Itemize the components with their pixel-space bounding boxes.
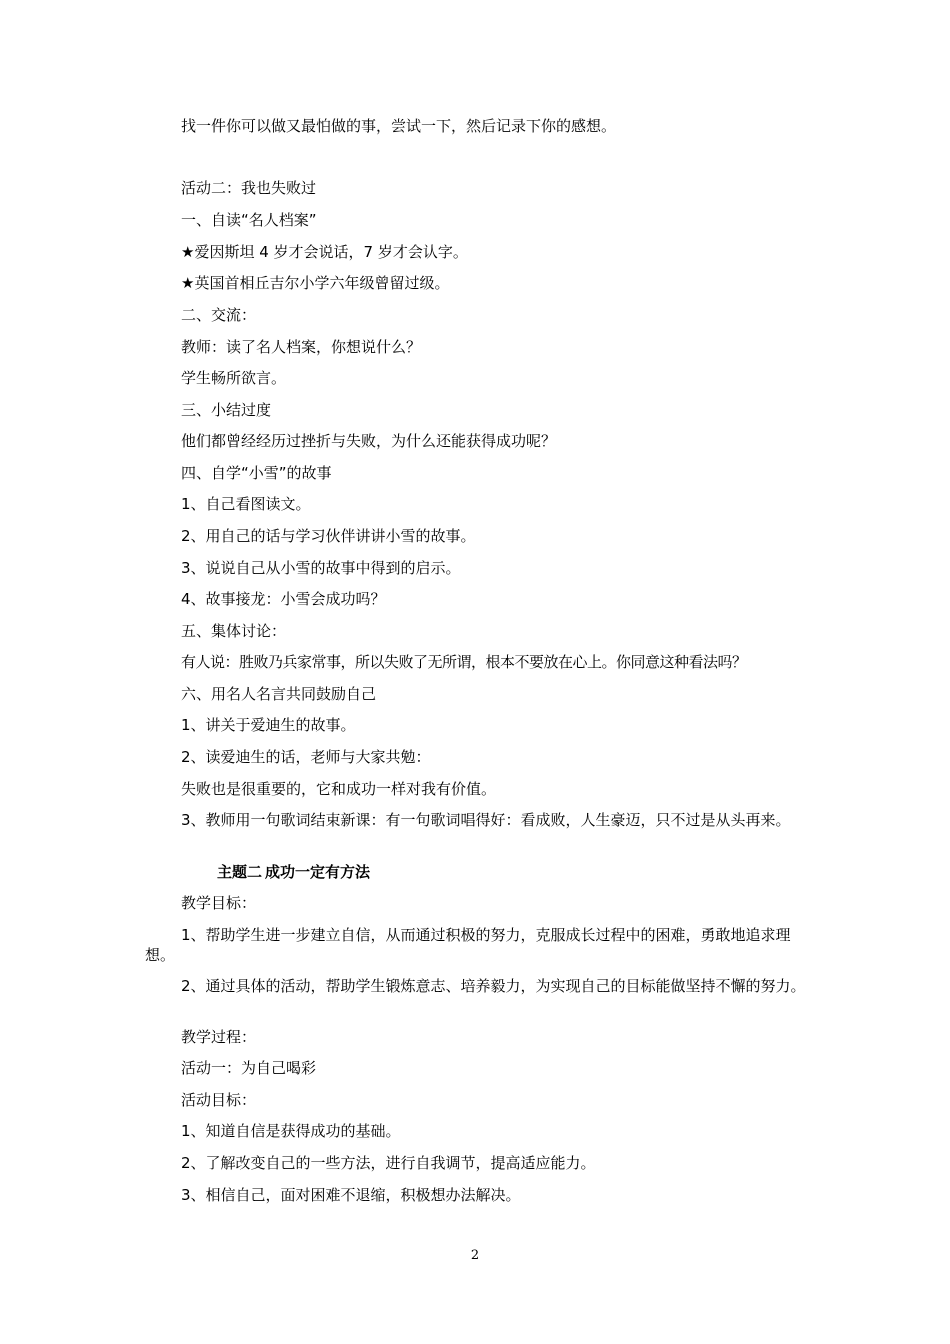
section-heading: 四、自学“小雪”的故事 — [181, 464, 332, 482]
list-item: 1、帮助学生进一步建立自信，从而通过积极的努力，克服成长过程中的困难，勇敢地追求理想。 — [145, 926, 791, 964]
list-item: 2、用自己的话与学习伙伴讲讲小雪的故事。 — [181, 527, 476, 545]
list-item: 3、相信自己，面对困难不退缩，积极想办法解决。 — [181, 1186, 521, 1204]
paragraph: 教师：读了名人档案，你想说什么？ — [181, 338, 422, 356]
list-item: 2、了解改变自己的一些方法，进行自我调节，提高适应能力。 — [181, 1154, 596, 1172]
section-heading: 五、集体讨论： — [181, 622, 287, 640]
section-heading: 一、自读“名人档案” — [181, 211, 317, 229]
section-heading: 教学目标： — [181, 894, 257, 912]
section-heading: 二、交流： — [181, 306, 257, 324]
quote: 失败也是很重要的，它和成功一样对我有价值。 — [181, 780, 497, 798]
paragraph: 他们都曾经经历过挫折与失败，为什么还能获得成功呢？ — [181, 432, 557, 450]
paragraph-task: 找一件你可以做又最怕做的事，尝试一下，然后记录下你的感想。 — [181, 117, 617, 135]
page-number: 2 — [470, 1248, 480, 1263]
list-item: ★英国首相丘吉尔小学六年级曾留过级。 — [181, 274, 450, 292]
list-item: 3、教师用一句歌词结束新课：有一句歌词唱得好：看成败，人生豪迈，只不过是从头再来。 — [181, 811, 791, 829]
list-item: 3、说说自己从小雪的故事中得到的启示。 — [181, 559, 461, 577]
paragraph: 有人说：胜败乃兵家常事，所以失败了无所谓，根本不要放在心上。你同意这种看法吗？ — [181, 653, 747, 671]
theme-heading — [145, 862, 813, 882]
list-item: 2、读爱迪生的话，老师与大家共勉： — [181, 748, 431, 766]
activity-one-title: 活动一：为自己喝彩 — [181, 1059, 317, 1077]
list-item: 1、讲关于爱迪生的故事。 — [181, 716, 356, 734]
list-item: 2、通过具体的活动，帮助学生锻炼意志、培养毅力，为实现自己的目标能做坚持不懈的努力。 — [181, 977, 806, 995]
section-heading: 教学过程： — [181, 1028, 257, 1046]
list-item: 1、自己看图读文。 — [181, 495, 311, 513]
paragraph: 学生畅所欲言。 — [181, 369, 287, 387]
section-heading: 三、小结过度 — [181, 401, 272, 419]
section-heading: 活动目标： — [181, 1091, 257, 1109]
section-heading: 六、用名人名言共同鼓励自己 — [181, 685, 377, 703]
theme-label: 主题二 — [217, 863, 263, 881]
activity-two-title: 活动二：我也失败过 — [181, 179, 317, 197]
list-item: ★爱因斯坦 4 岁才会说话，7 岁才会认字。 — [181, 243, 468, 261]
theme-title: 成功一定有方法 — [265, 863, 371, 881]
list-item: 4、故事接龙：小雪会成功吗？ — [181, 590, 386, 608]
list-item: 1、知道自信是获得成功的基础。 — [181, 1122, 401, 1140]
